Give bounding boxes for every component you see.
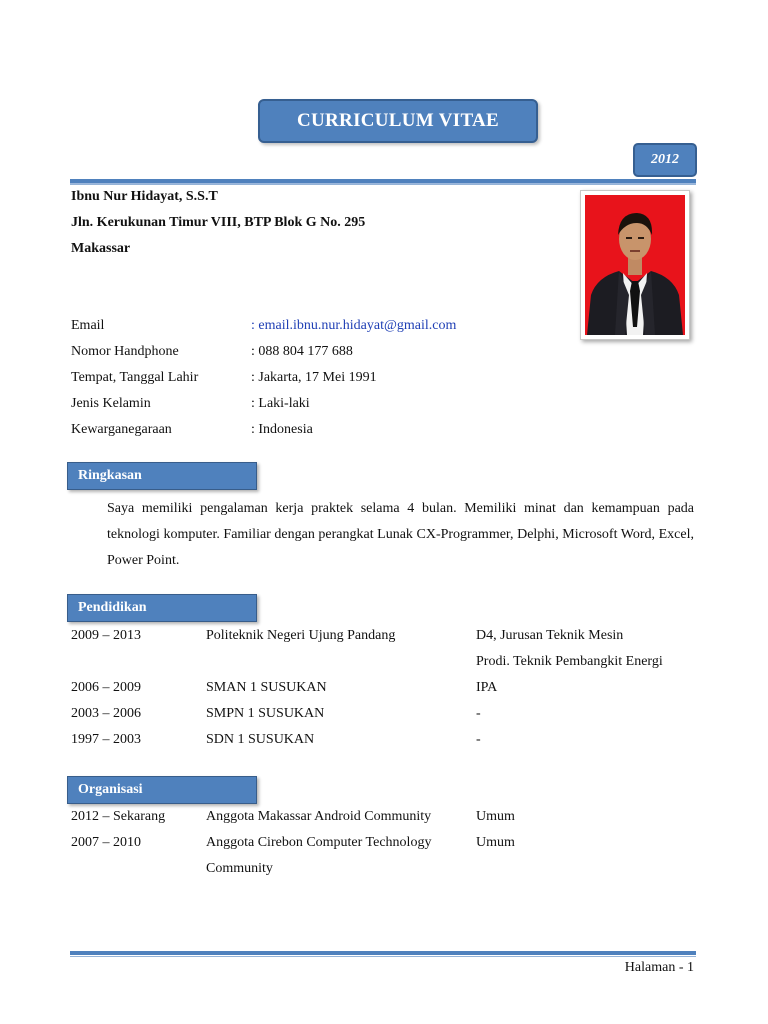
portrait-image [585, 195, 685, 335]
organization-years: 2012 – Sekarang [71, 809, 166, 824]
education-row [71, 706, 711, 732]
education-years: 2006 – 2009 [71, 680, 141, 695]
info-label: Jenis Kelamin [71, 396, 151, 411]
year-badge: 2012 [633, 143, 697, 177]
organization-row [71, 861, 711, 887]
info-row-nationality [71, 422, 611, 444]
section-heading-summary: Ringkasan [67, 462, 257, 490]
education-detail: IPA [476, 680, 498, 695]
footer-divider [70, 951, 696, 955]
person-address: Jln. Kerukunan Timur VIII, BTP Blok G No. 295 [71, 215, 366, 230]
organization-name: Anggota Makassar Android Community [206, 809, 432, 824]
info-value: : 088 804 177 688 [251, 344, 353, 359]
education-school: SMAN 1 SUSUKAN [206, 680, 327, 695]
info-row-gender [71, 396, 611, 418]
education-row [71, 680, 711, 706]
organization-name: Community [206, 861, 273, 876]
info-value: : Indonesia [251, 422, 313, 437]
person-city: Makassar [71, 241, 131, 256]
organization-row [71, 809, 711, 835]
education-row [71, 732, 711, 758]
organization-type: Umum [476, 835, 515, 850]
education-detail: Prodi. Teknik Pembangkit Energi [476, 654, 663, 669]
info-value: : Jakarta, 17 Mei 1991 [251, 370, 377, 385]
info-label: Kewarganegaraan [71, 422, 172, 437]
education-school: Politeknik Negeri Ujung Pandang [206, 628, 396, 643]
organization-row [71, 835, 711, 861]
section-heading-education: Pendidikan [67, 594, 257, 622]
info-label: Tempat, Tanggal Lahir [71, 370, 199, 385]
education-detail: - [476, 732, 481, 747]
header-divider [70, 179, 696, 184]
organization-name: Anggota Cirebon Computer Technology [206, 835, 432, 850]
education-years: 2003 – 2006 [71, 706, 141, 721]
info-row-email [71, 318, 611, 340]
info-value: : Laki-laki [251, 396, 310, 411]
email-link[interactable]: : email.ibnu.nur.hidayat@gmail.com [251, 318, 457, 333]
education-years: 2009 – 2013 [71, 628, 141, 643]
education-years: 1997 – 2003 [71, 732, 141, 747]
info-row-phone [71, 344, 611, 366]
info-label: Email [71, 318, 105, 333]
education-detail: - [476, 706, 481, 721]
person-name: Ibnu Nur Hidayat, S.S.T [71, 189, 218, 204]
section-heading-organization: Organisasi [67, 776, 257, 804]
organization-years: 2007 – 2010 [71, 835, 141, 850]
education-row [71, 628, 711, 654]
education-school: SDN 1 SUSUKAN [206, 732, 315, 747]
page-number: Halaman - 1 [624, 960, 694, 975]
cv-title: CURRICULUM VITAE [258, 99, 538, 143]
education-detail: D4, Jurusan Teknik Mesin [476, 628, 624, 643]
education-row [71, 654, 711, 680]
info-row-birth [71, 370, 611, 392]
info-label: Nomor Handphone [71, 344, 179, 359]
summary-text: Saya memiliki pengalaman kerja praktek selama 4 bulan. Memiliki minat dan kemampuan pada teknologi komputer. Familiar dengan perangkat Lunak CX-Programmer, Delphi, Microsoft Word, Excel, Power Point. [107, 501, 694, 568]
education-school: SMPN 1 SUSUKAN [206, 706, 325, 721]
organization-type: Umum [476, 809, 515, 824]
